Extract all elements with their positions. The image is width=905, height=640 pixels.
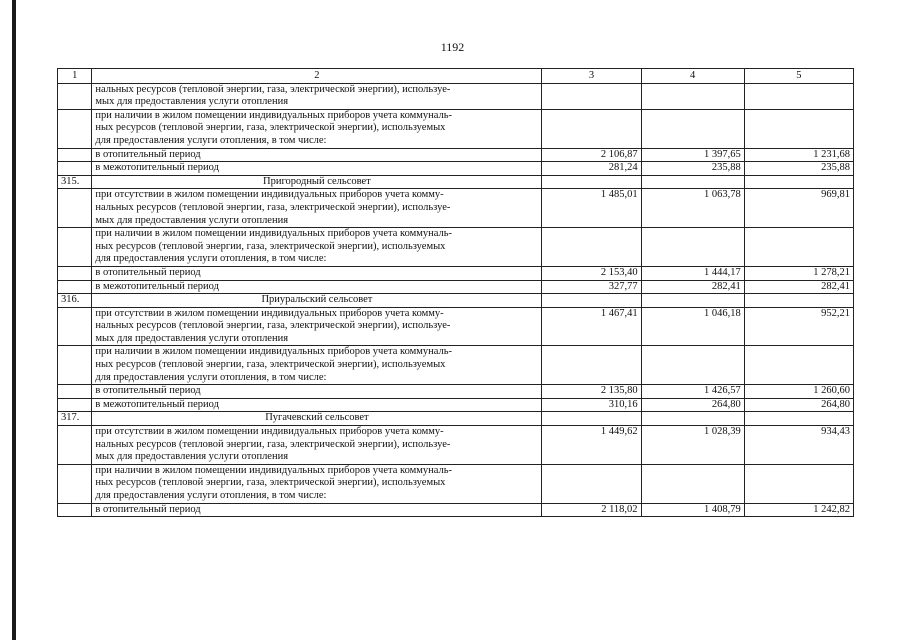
row-number (58, 109, 92, 148)
row-number (58, 83, 92, 109)
description-line: для предоставления услуги отопления, в том числе: (95, 371, 327, 383)
value-col4: 1 063,78 (641, 189, 744, 228)
description-line: нальных ресурсов (тепловой энергии, газа, электрической энергии), используе- (95, 438, 451, 450)
value-col5: 1 231,68 (744, 148, 853, 162)
row-number (58, 398, 92, 412)
row-description (92, 162, 542, 176)
description-line: мых для предоставления услуги отопления (95, 96, 289, 108)
row-description (92, 385, 542, 399)
description-line: при наличии в жилом помещении индивидуальных приборов учета коммуналь- (95, 346, 453, 358)
value-col3: 310,16 (542, 398, 641, 412)
empty-cell (641, 294, 744, 308)
description-line: в межотопительный период (95, 280, 219, 292)
table-body (58, 69, 854, 517)
description-line: при наличии в жилом помещении индивидуальных приборов учета коммуналь- (95, 109, 453, 121)
description-line: мых для предоставления услуги отопления (95, 451, 289, 463)
row-description (92, 503, 542, 517)
page-number: 1192 (440, 40, 465, 54)
table-row (58, 307, 854, 346)
empty-cell (641, 175, 744, 189)
row-description (92, 464, 542, 503)
value-col5: 282,41 (744, 280, 853, 294)
value-col4 (641, 228, 744, 267)
row-description (92, 266, 542, 280)
description-line: при отсутствии в жилом помещении индивидуальных приборов учета комму- (95, 307, 444, 319)
description-line: в отопительный период (95, 148, 201, 160)
value-col5: 264,80 (744, 398, 853, 412)
value-col5 (744, 228, 853, 267)
col-header-5: 5 (744, 69, 853, 84)
description-line: мых для предоставления услуги отопления (95, 214, 289, 226)
value-col3: 2 106,87 (542, 148, 641, 162)
row-description (92, 148, 542, 162)
description-line: ных ресурсов (тепловой энергии, газа, электрической энергии), используемых (95, 477, 446, 489)
value-col5: 235,88 (744, 162, 853, 176)
row-description (92, 228, 542, 267)
value-col3: 1 467,41 (542, 307, 641, 346)
row-description (92, 307, 542, 346)
row-number (58, 280, 92, 294)
description-line: при наличии в жилом помещении индивидуальных приборов учета коммуналь- (95, 464, 453, 476)
col-header-4: 4 (641, 69, 744, 84)
row-number: 316. (58, 294, 92, 308)
row-description (92, 346, 542, 385)
description-line: нальных ресурсов (тепловой энергии, газа, электрической энергии), используе- (95, 83, 451, 95)
value-col4: 1 397,65 (641, 148, 744, 162)
row-number (58, 426, 92, 465)
value-col3 (542, 464, 641, 503)
row-description (92, 426, 542, 465)
row-number (58, 162, 92, 176)
row-description (92, 398, 542, 412)
row-description (92, 109, 542, 148)
table-row (58, 398, 854, 412)
row-number (58, 503, 92, 517)
value-col5: 934,43 (744, 426, 853, 465)
row-number (58, 307, 92, 346)
section-row (58, 294, 854, 308)
value-col3: 2 153,40 (542, 266, 641, 280)
empty-cell (744, 175, 853, 189)
table-row (58, 426, 854, 465)
value-col4: 1 028,39 (641, 426, 744, 465)
empty-cell (542, 294, 641, 308)
table-row (58, 148, 854, 162)
section-title: Пригородный сельсовет (92, 175, 542, 189)
value-col3: 327,77 (542, 280, 641, 294)
row-number (58, 464, 92, 503)
value-col3 (542, 228, 641, 267)
table-row (58, 464, 854, 503)
value-col5: 969,81 (744, 189, 853, 228)
value-col5: 952,21 (744, 307, 853, 346)
value-col5: 1 260,60 (744, 385, 853, 399)
section-row (58, 412, 854, 426)
scan-edge-rule (12, 0, 16, 640)
value-col5 (744, 346, 853, 385)
col-header-3: 3 (542, 69, 641, 84)
value-col3 (542, 83, 641, 109)
description-line: при отсутствии в жилом помещении индивидуальных приборов учета комму- (95, 189, 444, 201)
description-line: в отопительный период (95, 385, 201, 397)
empty-cell (744, 412, 853, 426)
empty-cell (542, 412, 641, 426)
row-description (92, 83, 542, 109)
section-title: Пугачевский сельсовет (92, 412, 542, 426)
description-line: в отопительный период (95, 503, 201, 515)
description-line: в межотопительный период (95, 398, 219, 410)
value-col3 (542, 109, 641, 148)
value-col4 (641, 464, 744, 503)
table-row (58, 189, 854, 228)
table-row (58, 385, 854, 399)
tariff-table (57, 68, 854, 517)
value-col3 (542, 346, 641, 385)
description-line: ных ресурсов (тепловой энергии, газа, электрической энергии), используемых (95, 122, 446, 134)
table-row (58, 162, 854, 176)
value-col4: 1 408,79 (641, 503, 744, 517)
row-number: 315. (58, 175, 92, 189)
row-number (58, 189, 92, 228)
table-row (58, 83, 854, 109)
value-col4: 264,80 (641, 398, 744, 412)
value-col4: 1 426,57 (641, 385, 744, 399)
description-line: для предоставления услуги отопления, в том числе: (95, 134, 327, 146)
table-row (58, 346, 854, 385)
description-line: мых для предоставления услуги отопления (95, 332, 289, 344)
value-col4: 235,88 (641, 162, 744, 176)
empty-cell (744, 294, 853, 308)
table-header-row (58, 69, 854, 84)
description-line: для предоставления услуги отопления, в том числе: (95, 253, 327, 265)
table-row (58, 280, 854, 294)
description-line: для предоставления услуги отопления, в том числе: (95, 490, 327, 501)
value-col5: 1 278,21 (744, 266, 853, 280)
value-col4 (641, 109, 744, 148)
description-line: в отопительный период (95, 266, 201, 278)
value-col5 (744, 83, 853, 109)
table-row (58, 266, 854, 280)
table-row (58, 503, 854, 517)
description-line: при наличии в жилом помещении индивидуальных приборов учета коммуналь- (95, 228, 453, 240)
row-number (58, 148, 92, 162)
description-line: в межотопительный период (95, 162, 219, 174)
value-col4: 1 046,18 (641, 307, 744, 346)
row-number (58, 385, 92, 399)
value-col4 (641, 83, 744, 109)
row-number: 317. (58, 412, 92, 426)
value-col4 (641, 346, 744, 385)
row-description (92, 189, 542, 228)
row-number (58, 266, 92, 280)
section-row (58, 175, 854, 189)
value-col5 (744, 109, 853, 148)
value-col5: 1 242,82 (744, 503, 853, 517)
value-col3: 2 118,02 (542, 503, 641, 517)
value-col3: 1 449,62 (542, 426, 641, 465)
col-header-1: 1 (58, 69, 92, 84)
row-number (58, 346, 92, 385)
description-line: нальных ресурсов (тепловой энергии, газа, электрической энергии), используе- (95, 320, 451, 332)
table-row (58, 228, 854, 267)
description-line: при отсутствии в жилом помещении индивидуальных приборов учета комму- (95, 426, 444, 438)
table-row (58, 109, 854, 148)
description-line: ных ресурсов (тепловой энергии, газа, электрической энергии), используемых (95, 359, 446, 371)
row-number (58, 228, 92, 267)
value-col4: 282,41 (641, 280, 744, 294)
section-title: Приуральский сельсовет (92, 294, 542, 308)
description-line: нальных ресурсов (тепловой энергии, газа, электрической энергии), используе- (95, 201, 451, 213)
value-col5 (744, 464, 853, 503)
value-col3: 2 135,80 (542, 385, 641, 399)
value-col3: 1 485,01 (542, 189, 641, 228)
description-line: ных ресурсов (тепловой энергии, газа, электрической энергии), используемых (95, 240, 446, 252)
value-col3: 281,24 (542, 162, 641, 176)
value-col4: 1 444,17 (641, 266, 744, 280)
empty-cell (641, 412, 744, 426)
empty-cell (542, 175, 641, 189)
col-header-2: 2 (92, 69, 542, 84)
row-description (92, 280, 542, 294)
